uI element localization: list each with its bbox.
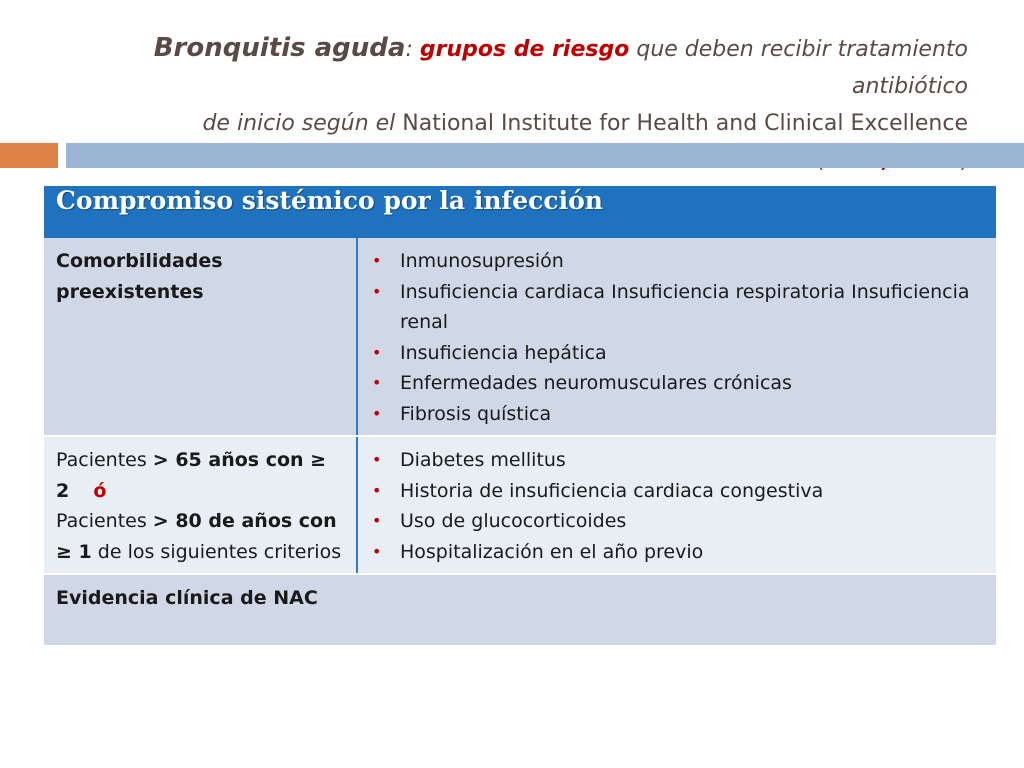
row2-text-6: de los siguientes criterios <box>91 540 342 563</box>
list-item-text: Insuficiencia cardiaca Insuficiencia respiratoria Insuficiencia renal <box>400 280 970 333</box>
title-risk-groups: grupos de riesgo <box>419 37 630 62</box>
list-item-text: Hospitalización en el año previo <box>400 540 704 563</box>
table-row <box>44 238 996 436</box>
row2-text-2: > 65 años con ≥ 2 <box>56 449 327 502</box>
title-line-1 <box>68 30 968 105</box>
list-item <box>372 506 986 537</box>
title-line2-italic: de inicio según el <box>202 111 403 136</box>
bullet-dot-icon: • <box>372 281 382 301</box>
list-item-text: Inmunosupresión <box>400 250 564 272</box>
row2-text-5: > 80 de años con ≥ 1 <box>56 510 337 563</box>
bullet-dot-icon: • <box>372 373 382 392</box>
title-line1-rest: que deben recibir tratamiento antibiótico <box>629 37 968 99</box>
list-item-text: Uso de glucocorticoides <box>400 510 627 532</box>
table-row <box>44 436 996 574</box>
row1-bullet-list <box>372 246 986 429</box>
list-item-text: Fibrosis quística <box>400 402 552 425</box>
bullet-dot-icon: • <box>372 480 382 500</box>
row2-text-4: Pacientes <box>56 510 153 532</box>
bullet-dot-icon: • <box>372 251 382 270</box>
table-header: Compromiso sistémico por la infección <box>44 186 996 238</box>
bullet-dot-icon: • <box>372 342 382 362</box>
table-header-row <box>44 186 996 238</box>
bullet-dot-icon: • <box>372 511 382 530</box>
title-colon: : <box>405 37 420 62</box>
list-item <box>372 445 986 476</box>
row2-bullet-list <box>372 445 986 567</box>
row2-or: ó <box>93 479 107 502</box>
title-institute: National Institute for Health and Clinical Excellence <box>402 111 968 136</box>
row2-label <box>44 436 357 574</box>
list-item <box>372 338 986 369</box>
list-item-text: Diabetes mellitus <box>400 449 566 471</box>
bullet-dot-icon: • <box>372 450 382 469</box>
list-item <box>372 476 986 507</box>
row1-label <box>44 238 357 436</box>
title-line-2 <box>68 105 968 142</box>
accent-bar-blue <box>66 143 1024 168</box>
list-item <box>372 399 986 430</box>
list-item <box>372 277 986 338</box>
list-item <box>372 537 986 568</box>
table-row <box>44 574 996 646</box>
row2-text-1: Pacientes <box>56 449 153 471</box>
title-main: Bronquitis aguda <box>153 33 406 63</box>
accent-bar-orange <box>0 143 58 168</box>
row3-label-text: Evidencia clínica de NAC <box>56 587 318 609</box>
row1-list-cell <box>357 238 996 436</box>
row2-list-cell <box>357 436 996 574</box>
list-item-text: Enfermedades neuromusculares crónicas <box>400 372 792 394</box>
bullet-dot-icon: • <box>372 541 382 561</box>
list-item-text: Insuficiencia hepática <box>400 341 607 364</box>
list-item <box>372 246 986 277</box>
list-item-text: Historia de insuficiencia cardiaca congestiva <box>400 479 824 502</box>
row1-label-text: Comorbilidades preexistentes <box>56 250 223 303</box>
row3-label <box>44 574 996 646</box>
risk-groups-table <box>44 186 996 647</box>
list-item <box>372 368 986 399</box>
bullet-dot-icon: • <box>372 403 382 423</box>
